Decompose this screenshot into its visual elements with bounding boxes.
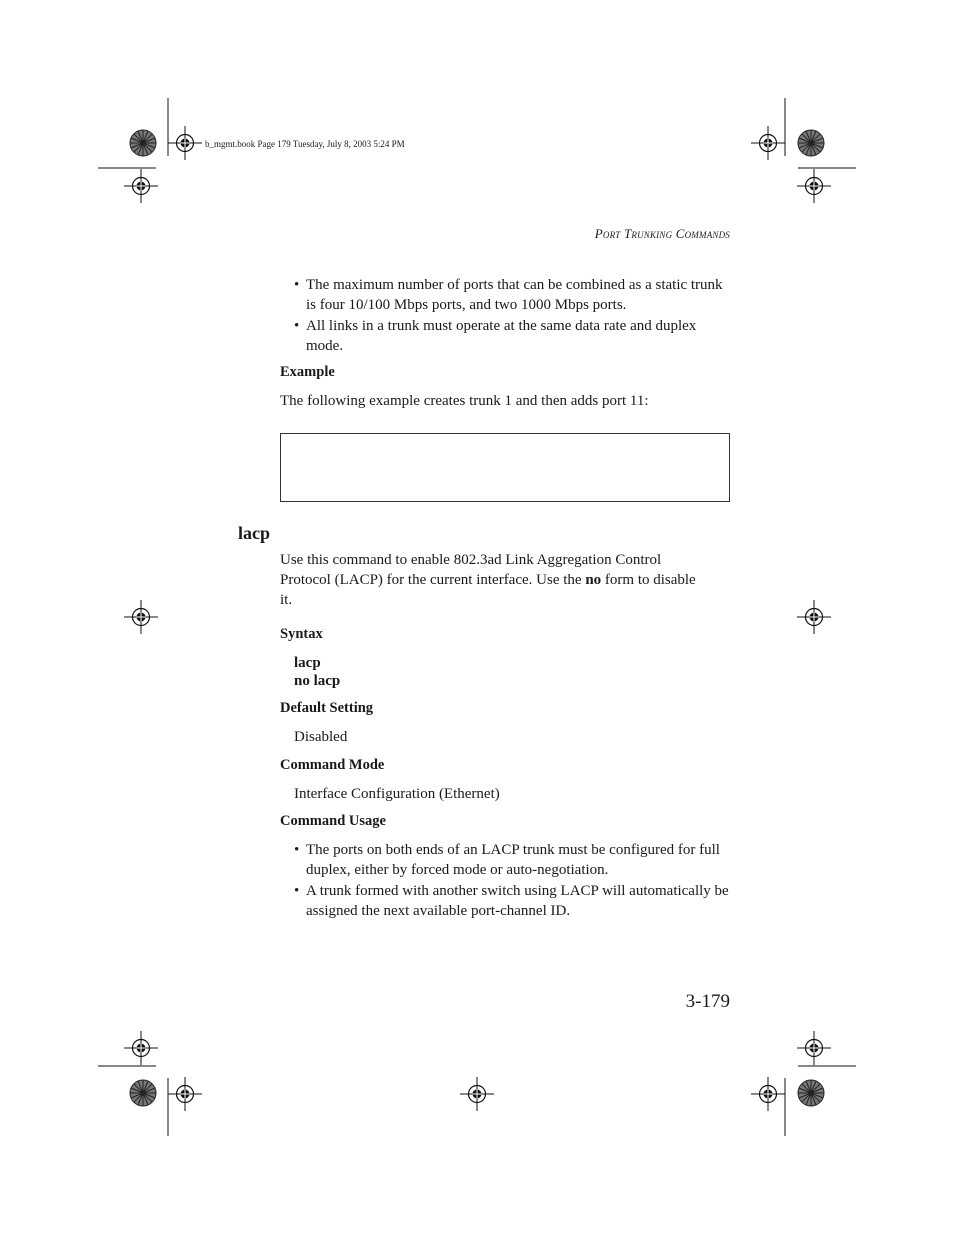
default-setting-heading: Default Setting [280, 700, 374, 716]
bullet-text: All links in a trunk must operate at the same data rate and duplex mode. [306, 318, 697, 354]
list-item [294, 276, 734, 315]
bullet-icon: • [294, 277, 300, 293]
syntax-line: no lacp [294, 673, 341, 689]
syntax-line: lacp [294, 655, 321, 671]
intro-bullet-list [294, 276, 734, 358]
syntax-block [294, 654, 340, 690]
list-item [294, 841, 734, 880]
page-number: 3-179 [685, 991, 730, 1012]
bullet-text: A trunk formed with another switch using LACP will automatically be assigned the next available port-channel ID. [306, 883, 729, 919]
example-heading: Example [280, 364, 335, 380]
bullet-text: The maximum number of ports that can be combined as a static trunk is four 10/100 Mbps ports, and two 1000 Mbps ports. [306, 277, 723, 313]
print-info: b_mgmt.book Page 179 Tuesday, July 8, 2003 5:24 PM [205, 139, 405, 149]
bullet-icon: • [294, 842, 300, 858]
usage-bullet-list [294, 841, 734, 923]
description-keyword: no [585, 572, 602, 588]
description-text-end: form to disable it. [280, 572, 696, 608]
command-mode-value: Interface Configuration (Ethernet) [294, 786, 500, 802]
command-usage-heading: Command Usage [280, 813, 386, 829]
bullet-icon: • [294, 883, 300, 899]
command-mode-heading: Command Mode [280, 757, 385, 773]
list-item [294, 317, 734, 356]
bullet-icon: • [294, 318, 300, 334]
running-head: Port Trunking Commands [594, 226, 730, 241]
command-description [280, 550, 710, 610]
list-item [294, 882, 734, 921]
example-text: The following example creates trunk 1 and then adds port 11: [280, 393, 649, 409]
code-example-box [280, 433, 730, 502]
default-setting-value: Disabled [294, 729, 348, 745]
bullet-text: The ports on both ends of an LACP trunk must be configured for full duplex, either by forced mode or auto-negotiation. [306, 842, 720, 878]
syntax-heading: Syntax [280, 626, 323, 642]
command-title: lacp [238, 523, 271, 543]
description-text: Use this command to enable 802.3ad Link Aggregation Control Protocol (LACP) for the current interface. Use the [280, 552, 662, 588]
